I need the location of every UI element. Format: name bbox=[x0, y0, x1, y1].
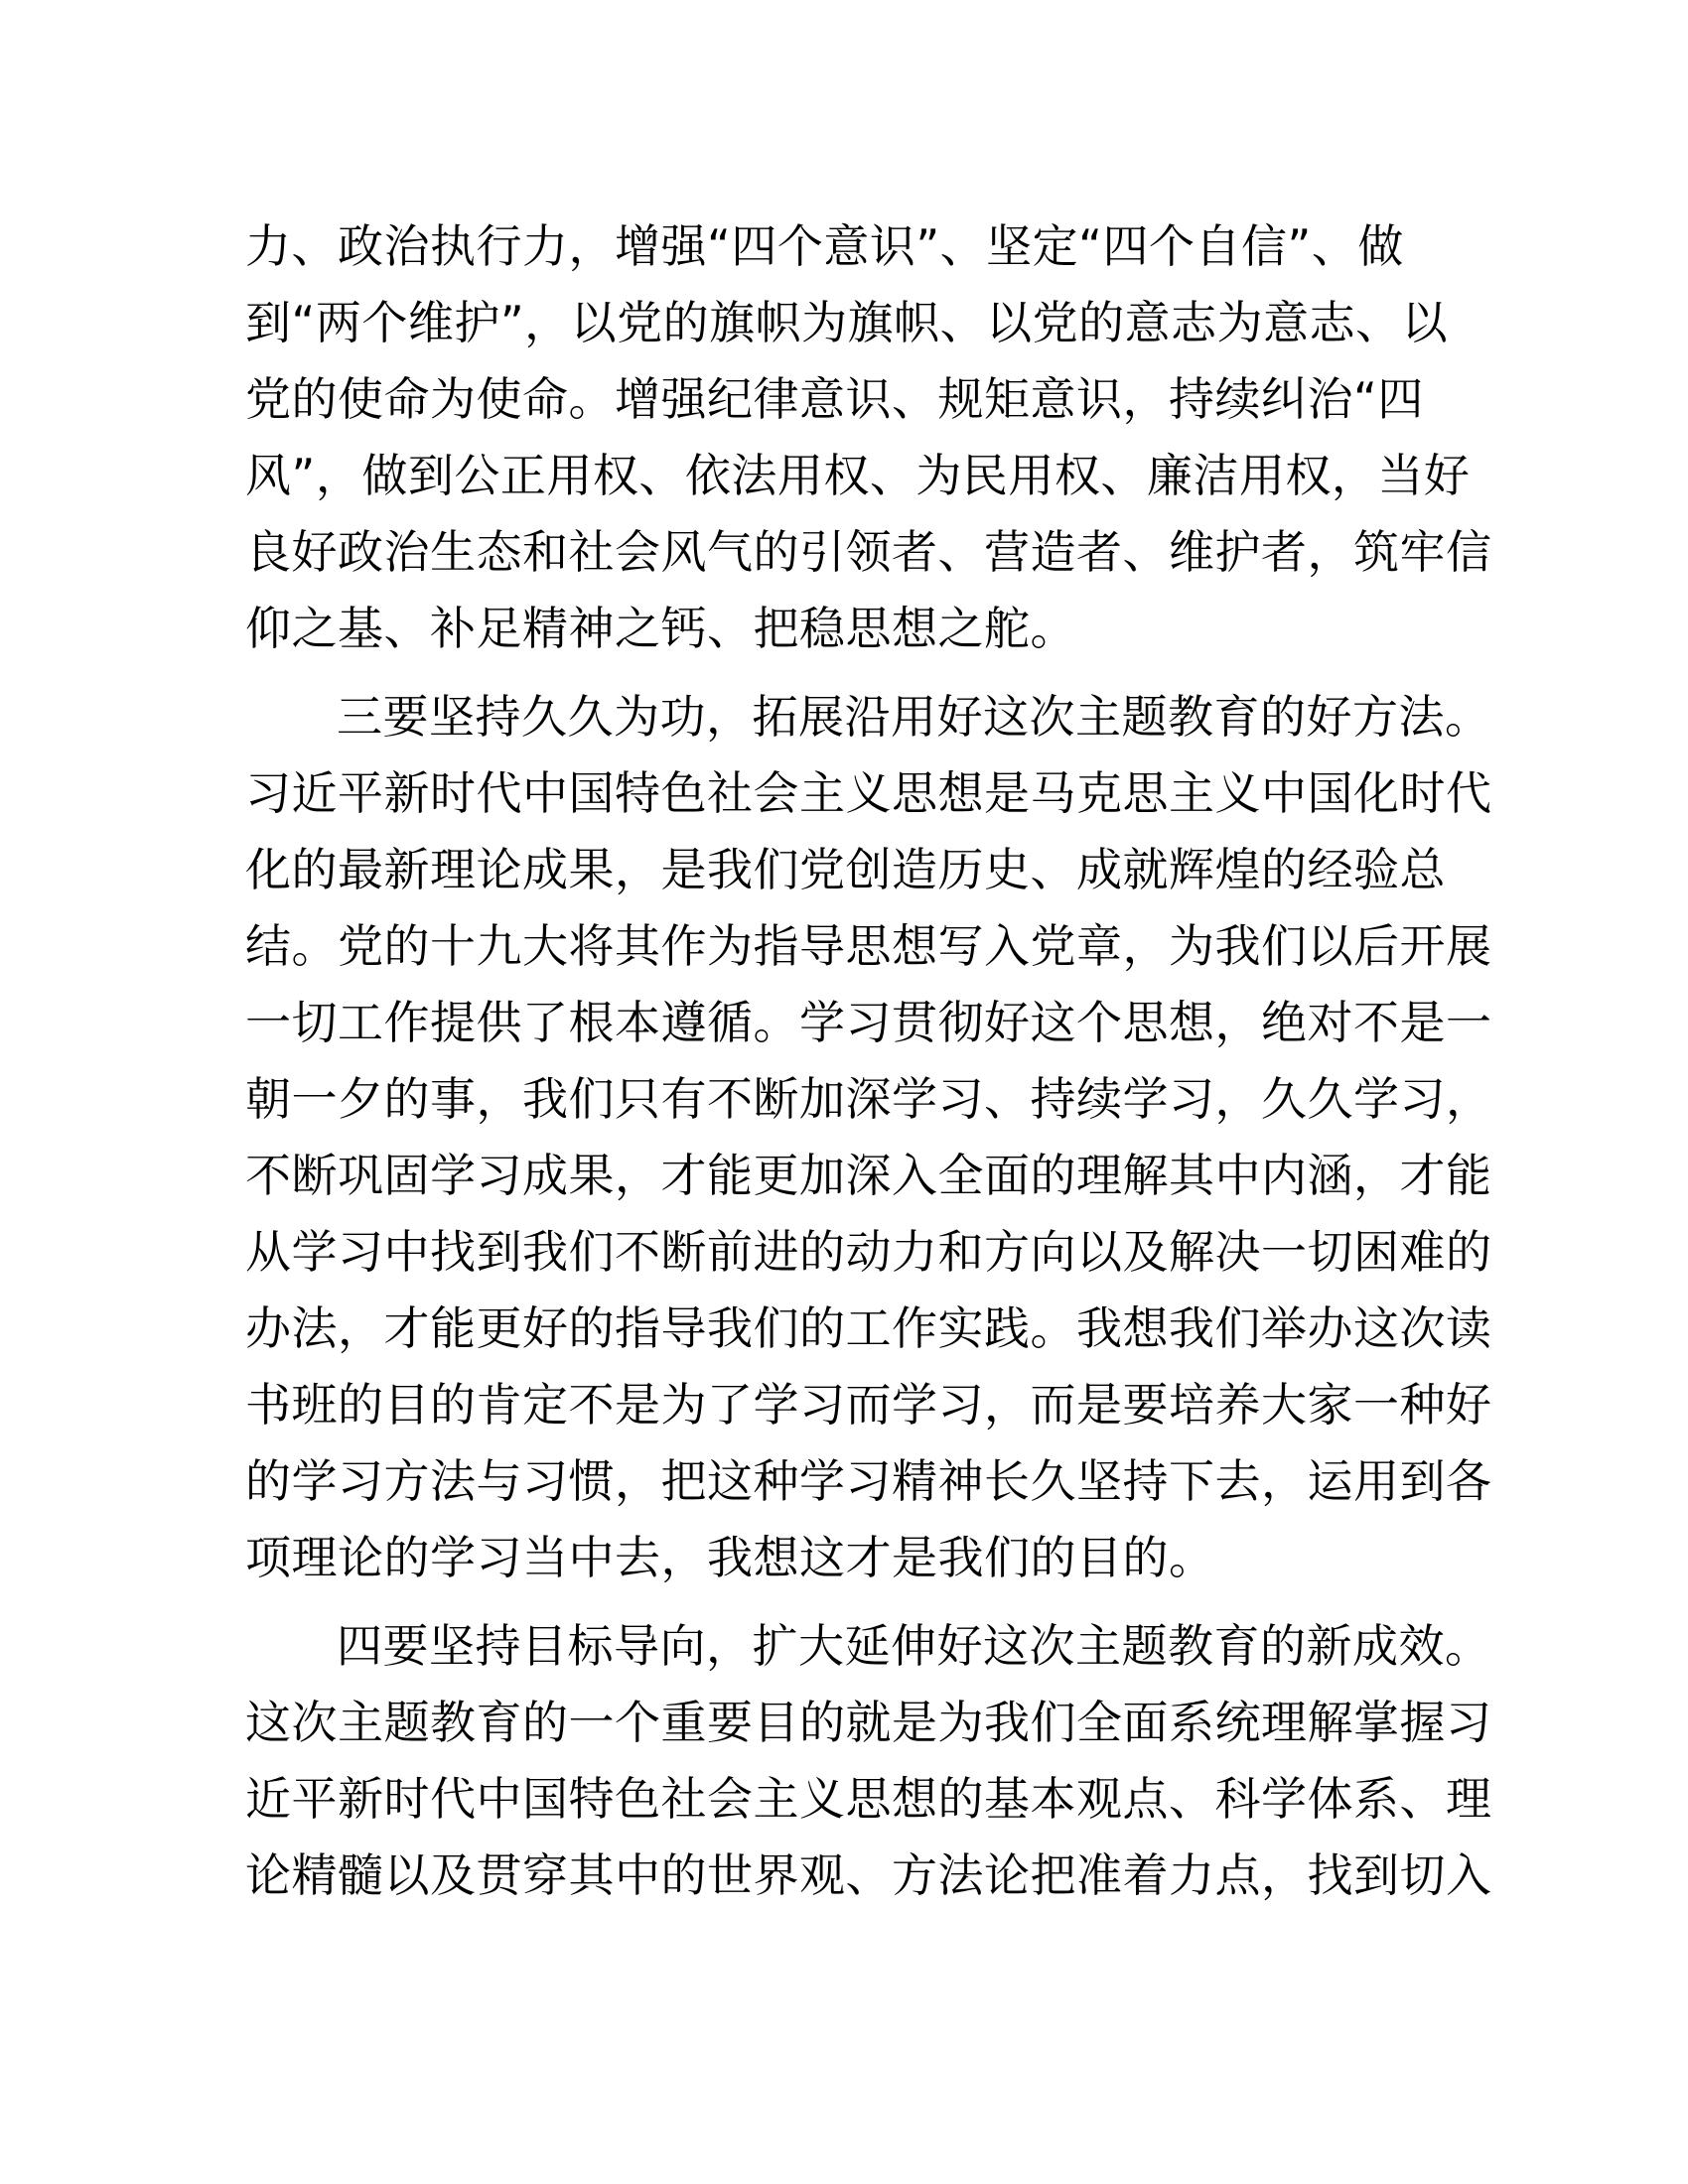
text-line: 化的最新理论成果，是我们党创造历史、成就辉煌的经验总 bbox=[245, 843, 1446, 896]
text-line: 论精髓以及贯穿其中的世界观、方法论把准着力点，找到切入 bbox=[245, 1848, 1492, 1902]
paragraph-1 bbox=[245, 208, 1492, 667]
text-line: 力、政治执行力，增强“四个意识”、坚定“四个自信”、做 bbox=[245, 219, 1404, 273]
text-line: 良好政治生态和社会风气的引领者、营造者、维护者，筑牢信 bbox=[245, 525, 1492, 579]
text-line: 仰之基、补足精神之钙、把稳思想之舵。 bbox=[245, 602, 1076, 655]
document-body bbox=[245, 208, 1492, 1914]
text-line: 办法，才能更好的指导我们的工作实践。我想我们举办这次读 bbox=[245, 1301, 1492, 1355]
text-line: 近平新时代中国特色社会主义思想的基本观点、科学体系、理 bbox=[245, 1772, 1492, 1826]
paragraph-3 bbox=[245, 1608, 1492, 1914]
text-line: 到“两个维护”，以党的旗帜为旗帜、以党的意志为意志、以 bbox=[245, 296, 1449, 349]
paragraph-spacer bbox=[245, 1596, 1437, 1608]
text-line: 四要坚持目标导向，扩大延伸好这次主题教育的新成效。 bbox=[337, 1619, 1491, 1673]
text-line: 项理论的学习当中去，我想这才是我们的目的。 bbox=[245, 1531, 1215, 1584]
text-line: 从学习中找到我们不断前进的动力和方向以及解决一切困难的 bbox=[245, 1225, 1492, 1279]
text-line: 不断巩固学习成果，才能更加深入全面的理解其中内涵，才能 bbox=[245, 1149, 1492, 1202]
text-line: 风”，做到公正用权、依法用权、为民用权、廉洁用权，当好 bbox=[245, 449, 1471, 502]
text-line: 结。党的十九大将其作为指导思想写入党章，为我们以后开展 bbox=[245, 919, 1492, 973]
text-line: 书班的目的肯定不是为了学习而学习，而是要培养大家一种好 bbox=[245, 1378, 1492, 1432]
text-line: 党的使命为使命。增强纪律意识、规矩意识，持续纠治“四 bbox=[245, 372, 1424, 426]
text-line: 的学习方法与习惯，把这种学习精神长久坚持下去，运用到各 bbox=[245, 1454, 1492, 1508]
text-line: 一切工作提供了根本遵循。学习贯彻好这个思想，绝对不是一 bbox=[245, 996, 1492, 1049]
paragraph-spacer bbox=[245, 667, 1437, 679]
text-line: 习近平新时代中国特色社会主义思想是马克思主义中国化时代 bbox=[245, 766, 1492, 820]
text-line: 这次主题教育的一个重要目的就是为我们全面系统理解掌握习 bbox=[245, 1696, 1492, 1749]
text-line: 朝一夕的事，我们只有不断加深学习、持续学习，久久学习， bbox=[245, 1072, 1492, 1126]
paragraph-2 bbox=[245, 679, 1492, 1596]
text-line: 三要坚持久久为功，拓展沿用好这次主题教育的好方法。 bbox=[337, 690, 1491, 744]
